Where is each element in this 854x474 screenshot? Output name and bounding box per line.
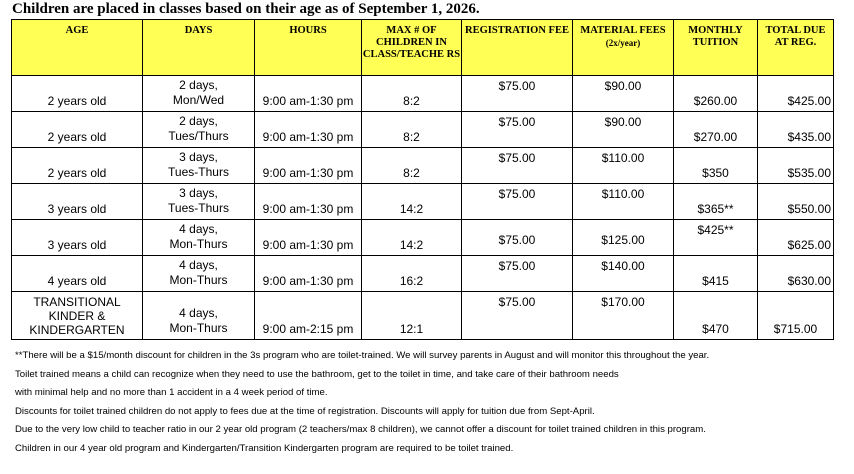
cell-total: $625.00 [758,220,834,256]
cell-age [12,292,143,340]
cell-ratio: 14:2 [362,220,462,256]
cell-hours: 9:00 am-2:15 pm [255,292,362,340]
cell-registration: $75.00 [462,292,573,340]
cell-ratio: 8:2 [362,76,462,112]
days-count: 4 days, [179,258,218,272]
header-registration-fee: REGISTRATION FEE [462,20,573,76]
cell-registration: $75.00 [462,256,573,292]
footnote-line: Children in our 4 year old program and Kindergarten/Transition Kindergarten program are required to be toilet trained. [15,442,514,454]
days-names: Tues-Thurs [168,201,229,215]
cell-registration: $75.00 [462,76,573,112]
age-line: KINDERGARTEN [29,322,125,337]
cell-tuition: $270.00 [674,112,758,148]
table-row [12,256,834,292]
cell-tuition: $350 [674,148,758,184]
footnotes [15,347,709,459]
cell-material: $110.00 [573,184,674,220]
footnote-line: Discounts for toilet trained children do not apply to fees due at the time of registration. Discounts will apply for tuition due from Sept-April. [15,405,595,417]
cell-tuition: $260.00 [674,76,758,112]
table-row [12,184,834,220]
cell-material: $125.00 [573,220,674,256]
footnote-line: with minimal help and no more than 1 accident in a 4 week period of time. [15,387,328,399]
age-line: KINDER & [48,308,106,323]
cell-registration: $75.00 [462,112,573,148]
cell-material: $110.00 [573,148,674,184]
days-count: 2 days, [179,114,218,128]
cell-tuition: $425** [674,220,758,256]
cell-hours: 9:00 am-1:30 pm [255,76,362,112]
header-max-children: MAX # OF CHILDREN IN CLASS/TEACHE RS [362,20,462,76]
cell-ratio: 8:2 [362,112,462,148]
header-material-fees [573,20,674,76]
footnote-line: **There will be a $15/month discount for children in the 3s program who are toilet-trained. We will survey parents in August and will monitor this throughout the year. [15,350,710,361]
cell-total: $535.00 [758,148,834,184]
cell-material: $140.00 [573,256,674,292]
cell-age: 2 years old [12,148,143,184]
header-hours: HOURS [255,20,362,76]
cell-age: 3 years old [12,220,143,256]
footnote-line: Toilet trained means a child can recognize when they need to use the bathroom, get to the toilet in time, and take care of their bathroom needs [15,368,619,380]
cell-tuition: $470 [674,292,758,340]
cell-age: 3 years old [12,184,143,220]
cell-days [143,148,255,184]
header-material-label: MATERIAL FEES [580,25,666,36]
table-row [12,76,834,112]
cell-age: 4 years old [12,256,143,292]
cell-total: $425.00 [758,76,834,112]
days-count: 3 days, [179,150,218,164]
page-title: Children are placed in classes based on their age as of September 1, 2026. [12,1,480,17]
cell-material: $90.00 [573,76,674,112]
age-line: TRANSITIONAL [33,294,121,309]
cell-days [143,256,255,292]
table-row [12,292,834,340]
days-names: Mon-Thurs [169,273,228,287]
table-row [12,220,834,256]
header-total-due: TOTAL DUE AT REG. [758,20,834,76]
header-age: AGE [12,20,143,76]
days-names: Tues-Thurs [168,165,229,179]
cell-total: $630.00 [758,256,834,292]
header-row [12,20,834,76]
cell-hours: 9:00 am-1:30 pm [255,112,362,148]
cell-total: $715.00 [758,292,834,340]
days-names: Mon-Thurs [169,321,228,335]
cell-age: 2 years old [12,76,143,112]
days-count: 4 days, [179,306,218,320]
days-names: Mon/Wed [172,93,225,107]
cell-ratio: 16:2 [362,256,462,292]
cell-age: 2 years old [12,112,143,148]
cell-total: $435.00 [758,112,834,148]
header-material-sub: (2x/year) [605,38,641,48]
cell-registration: $75.00 [462,220,573,256]
cell-ratio: 8:2 [362,148,462,184]
cell-tuition: $365** [674,184,758,220]
cell-hours: 9:00 am-1:30 pm [255,256,362,292]
days-count: 3 days, [179,186,218,200]
table-row [12,148,834,184]
cell-hours: 9:00 am-1:30 pm [255,220,362,256]
cell-registration: $75.00 [462,148,573,184]
tuition-table [11,19,834,340]
cell-total: $550.00 [758,184,834,220]
cell-ratio: 14:2 [362,184,462,220]
days-names: Tues/Thurs [168,129,229,143]
table-row [12,112,834,148]
cell-days [143,184,255,220]
cell-material: $90.00 [573,112,674,148]
cell-tuition: $415 [674,256,758,292]
cell-registration: $75.00 [462,184,573,220]
cell-days [143,292,255,340]
cell-hours: 9:00 am-1:30 pm [255,148,362,184]
cell-days [143,76,255,112]
cell-days [143,112,255,148]
cell-material: $170.00 [573,292,674,340]
cell-ratio: 12:1 [362,292,462,340]
header-monthly-tuition: MONTHLY TUITION [674,20,758,76]
cell-days [143,220,255,256]
header-days: DAYS [143,20,255,76]
days-names: Mon-Thurs [169,237,228,251]
days-count: 4 days, [179,222,218,236]
cell-hours: 9:00 am-1:30 pm [255,184,362,220]
days-count: 2 days, [179,78,218,92]
footnote-line: Due to the very low child to teacher ratio in our 2 year old program (2 teachers/max 8 children), we cannot offer a discount for toilet trained children in this program. [15,424,706,436]
